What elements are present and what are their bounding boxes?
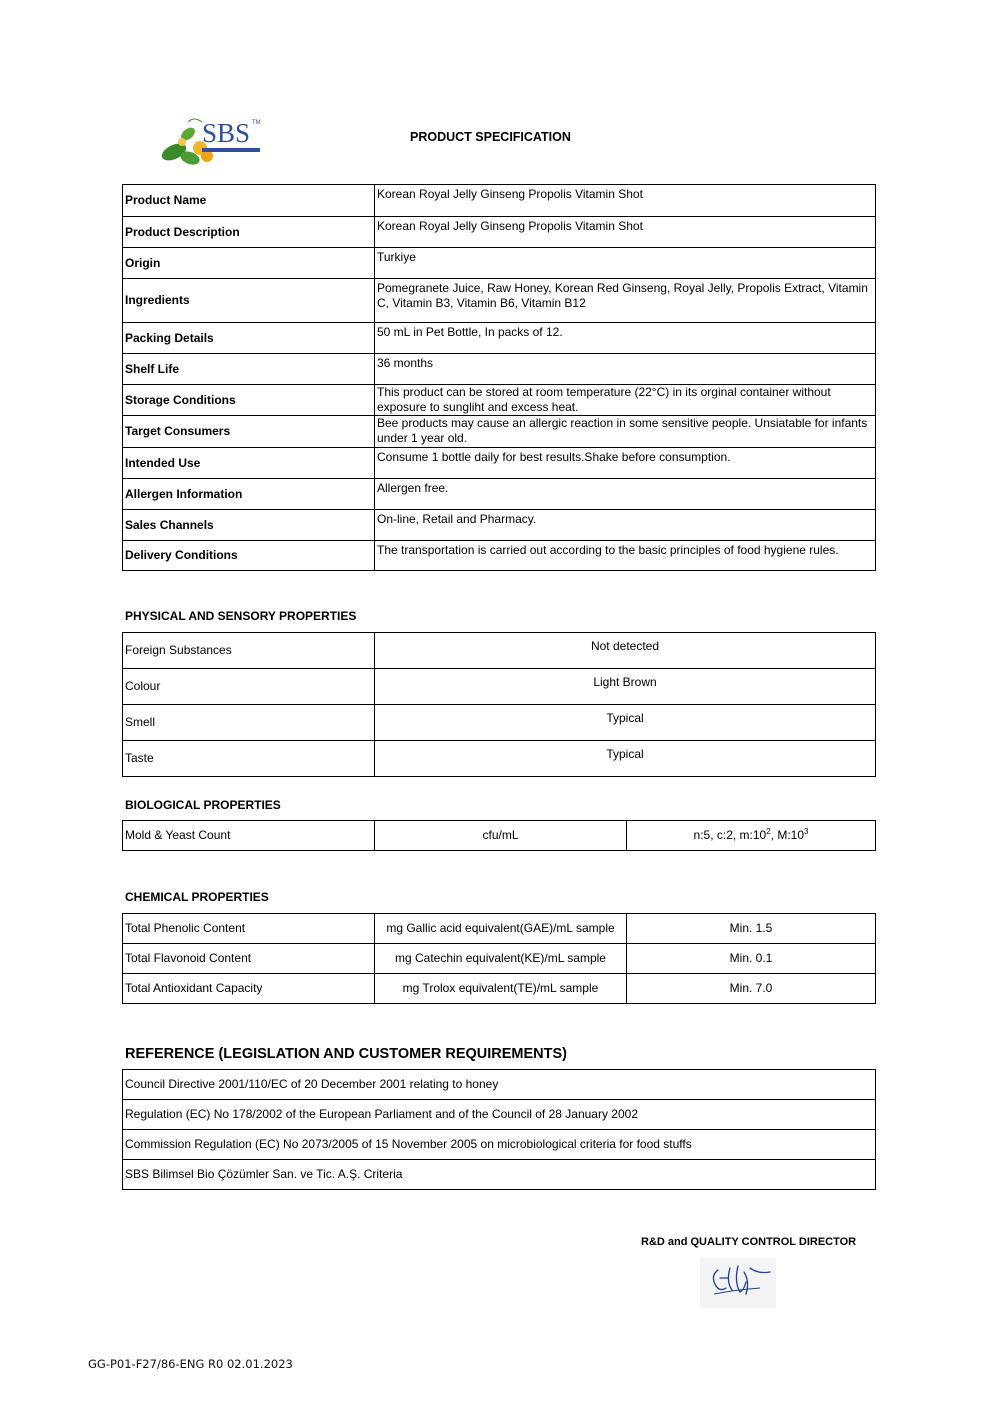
- document-title: PRODUCT SPECIFICATION: [410, 130, 571, 144]
- property-value: Light Brown: [375, 669, 876, 705]
- property-unit: mg Trolox equivalent(TE)/mL sample: [375, 974, 627, 1004]
- director-title: R&D and QUALITY CONTROL DIRECTOR: [641, 1236, 857, 1248]
- property-label: Mold & Yeast Count: [123, 821, 375, 851]
- table-row: [123, 448, 876, 479]
- table-row: [123, 416, 876, 448]
- limit-m-exponent: 2: [766, 827, 771, 836]
- table-row: [123, 217, 876, 248]
- table-row: [123, 1070, 876, 1100]
- spec-value: The transportation is carried out according to the basic principles of food hygiene rules.: [375, 541, 876, 571]
- spec-label: Product Name: [123, 185, 375, 217]
- table-row: [123, 669, 876, 705]
- table-row: [123, 1130, 876, 1160]
- table-row: [123, 1160, 876, 1190]
- spec-label: Intended Use: [123, 448, 375, 479]
- spec-label: Shelf Life: [123, 354, 375, 385]
- limit-M-exponent: 3: [804, 827, 809, 836]
- svg-text:TM: TM: [252, 120, 261, 126]
- property-unit: mg Gallic acid equivalent(GAE)/mL sample: [375, 914, 627, 944]
- spec-label: Delivery Conditions: [123, 541, 375, 571]
- spec-value: Pomegranete Juice, Raw Honey, Korean Red Ginseng, Royal Jelly, Propolis Extract, Vitamin C, Vitamin B3, Vitamin B6, Vitamin B12: [375, 279, 876, 323]
- limit-prefix: n:5, c:2, m:10: [693, 828, 767, 842]
- property-unit: cfu/mL: [375, 821, 627, 851]
- chemical-table: [122, 913, 876, 1004]
- spec-value: Bee products may cause an allergic reaction in some sensitive people. Unsiatable for infants under 1 year old.: [375, 416, 876, 448]
- table-row: [123, 185, 876, 217]
- spec-label: Sales Channels: [123, 510, 375, 541]
- property-value: Min. 1.5: [627, 914, 876, 944]
- table-row: [123, 633, 876, 669]
- property-label: Colour: [123, 669, 375, 705]
- property-value: Typical: [375, 741, 876, 777]
- property-value: Typical: [375, 705, 876, 741]
- spec-value: 50 mL in Pet Bottle, In packs of 12.: [375, 323, 876, 354]
- biological-table: [122, 820, 876, 851]
- table-row: [123, 705, 876, 741]
- table-row: [123, 510, 876, 541]
- property-value: Min. 0.1: [627, 944, 876, 974]
- spec-value: This product can be stored at room temperature (22°C) in its orginal container without exposure to sungliht and excess heat.: [375, 385, 876, 416]
- spec-label: Ingredients: [123, 279, 375, 323]
- spec-label: Target Consumers: [123, 416, 375, 448]
- physical-heading: PHYSICAL AND SENSORY PROPERTIES: [125, 609, 357, 623]
- property-unit: mg Catechin equivalent(KE)/mL sample: [375, 944, 627, 974]
- table-row: [123, 323, 876, 354]
- spec-value: On-line, Retail and Pharmacy.: [375, 510, 876, 541]
- spec-value: Turkiye: [375, 248, 876, 279]
- property-value: Min. 7.0: [627, 974, 876, 1004]
- spec-label: Packing Details: [123, 323, 375, 354]
- spec-value: Allergen free.: [375, 479, 876, 510]
- property-limit: [627, 821, 876, 851]
- sbs-logo: [160, 112, 265, 174]
- signature-icon: [700, 1258, 776, 1308]
- table-row: [123, 914, 876, 944]
- property-label: Foreign Substances: [123, 633, 375, 669]
- spec-value: 36 months: [375, 354, 876, 385]
- property-label: Total Flavonoid Content: [123, 944, 375, 974]
- svg-text:SBS: SBS: [202, 118, 251, 148]
- table-row: [123, 248, 876, 279]
- chemical-heading: CHEMICAL PROPERTIES: [125, 890, 269, 904]
- table-row: [123, 279, 876, 323]
- table-row: [123, 385, 876, 416]
- spec-value: Consume 1 bottle daily for best results.Shake before consumption.: [375, 448, 876, 479]
- table-row: [123, 974, 876, 1004]
- table-row: [123, 741, 876, 777]
- biological-heading: BIOLOGICAL PROPERTIES: [125, 798, 281, 812]
- property-label: Smell: [123, 705, 375, 741]
- specification-table: [122, 184, 876, 571]
- table-row: [123, 479, 876, 510]
- table-row: [123, 1100, 876, 1130]
- spec-value: Korean Royal Jelly Ginseng Propolis Vitamin Shot: [375, 185, 876, 217]
- property-value: Not detected: [375, 633, 876, 669]
- table-row: [123, 944, 876, 974]
- document-code: GG-P01-F27/86-ENG R0 02.01.2023: [88, 1357, 293, 1371]
- reference-heading: REFERENCE (LEGISLATION AND CUSTOMER REQUIREMENTS): [125, 1046, 567, 1062]
- table-row: [123, 354, 876, 385]
- spec-label: Allergen Information: [123, 479, 375, 510]
- reference-item: Commission Regulation (EC) No 2073/2005 of 15 November 2005 on microbiological criteria for food stuffs: [123, 1130, 876, 1160]
- table-row: [123, 821, 876, 851]
- reference-table: [122, 1069, 876, 1190]
- spec-label: Origin: [123, 248, 375, 279]
- physical-table: [122, 632, 876, 777]
- property-label: Taste: [123, 741, 375, 777]
- spec-label: Storage Conditions: [123, 385, 375, 416]
- reference-item: Regulation (EC) No 178/2002 of the European Parliament and of the Council of 28 January 2002: [123, 1100, 876, 1130]
- property-label: Total Phenolic Content: [123, 914, 375, 944]
- spec-label: Product Description: [123, 217, 375, 248]
- spec-value: Korean Royal Jelly Ginseng Propolis Vitamin Shot: [375, 217, 876, 248]
- reference-item: Council Directive 2001/110/EC of 20 December 2001 relating to honey: [123, 1070, 876, 1100]
- table-row: [123, 541, 876, 571]
- limit-mid: , M:10: [770, 828, 805, 842]
- reference-item: SBS Bilimsel Bio Çözümler San. ve Tic. A.Ş. Criteria: [123, 1160, 876, 1190]
- property-label: Total Antioxidant Capacity: [123, 974, 375, 1004]
